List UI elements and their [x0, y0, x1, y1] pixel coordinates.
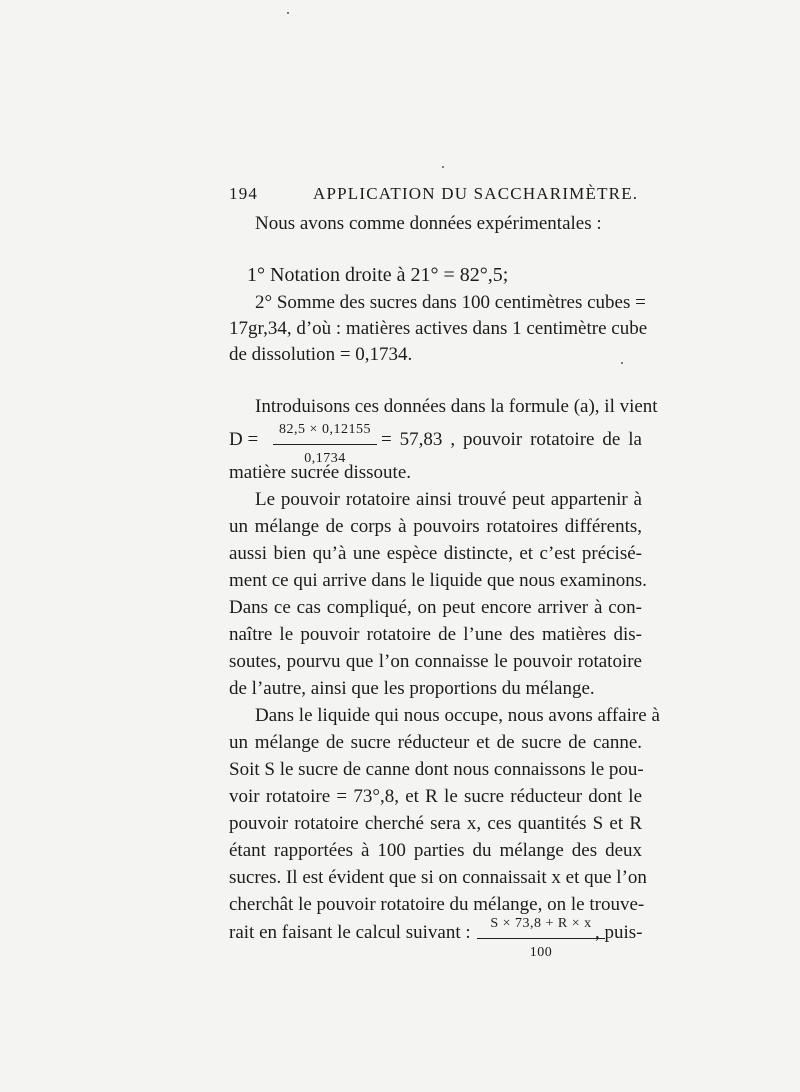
text-line: Dans ce cas compliqué, on peut encore arriver à con-: [229, 597, 642, 618]
text-line: Soit S le sucre de canne dont nous connaissons le pou-: [229, 759, 644, 780]
running-title: APPLICATION DU SACCHARIMÈTRE.: [313, 184, 639, 203]
page-number: 194: [229, 184, 259, 203]
text-line: de l’autre, ainsi que les proportions du mélange.: [229, 678, 595, 699]
text-line: ment ce qui arrive dans le liquide que nous examinons.: [229, 570, 647, 591]
text-line: de dissolution = 0,1734.: [229, 344, 413, 365]
text-line: cherchât le pouvoir rotatoire du mélange, on le trouve-: [229, 894, 645, 915]
text-line: voir rotatoire = 73°,8, et R le sucre réducteur dont le: [229, 786, 642, 807]
text-line: = 57,83 , pouvoir rotatoire de la: [381, 429, 642, 450]
fraction-numerator: 82,5 × 0,12155: [273, 417, 377, 445]
speck-mark: [621, 362, 623, 364]
text-line: Dans le liquide qui nous occupe, nous avons affaire à: [255, 705, 660, 726]
text-line: matière sucrée dissoute.: [229, 462, 412, 483]
text-line: un mélange de corps à pouvoirs rotatoires différents,: [229, 516, 642, 537]
fraction-numerator: S × 73,8 + R × x: [477, 911, 605, 939]
text-line: , puis-: [595, 922, 643, 943]
text-line: Le pouvoir rotatoire ainsi trouvé peut appartenir à: [255, 489, 642, 510]
text-line: soutes, pourvu que l’on connaisse le pouvoir rotatoire: [229, 651, 642, 672]
text-line: un mélange de sucre réducteur et de sucre de canne.: [229, 732, 642, 753]
text-line: rait en faisant le calcul suivant :: [229, 922, 471, 943]
text-line: aussi bien qu’à une espèce distincte, et c’est précisé-: [229, 543, 642, 564]
speck-mark: [287, 12, 289, 14]
text-line: pouvoir rotatoire cherché sera x, ces quantités S et R: [229, 813, 642, 834]
speck-mark: [442, 166, 444, 168]
formula-lhs: D =: [229, 429, 259, 450]
fraction-denominator: 0,1734: [304, 451, 346, 466]
text-line: sucres. Il est évident que si on connaissait x et que l’on: [229, 867, 647, 888]
text-line: naître le pouvoir rotatoire de l’une des matières dis-: [229, 624, 642, 645]
text-line: 2° Somme des sucres dans 100 centimètres cubes =: [255, 292, 646, 313]
running-header: [229, 184, 642, 208]
text-line: 17gr,34, d’où : matières actives dans 1 centimètre cube: [229, 318, 648, 339]
fraction-denominator: 100: [529, 945, 553, 960]
formula-fraction: [477, 911, 605, 966]
text-line: étant rapportées à 100 parties du mélange des deux: [229, 840, 642, 861]
text-line: Nous avons comme données expérimentales :: [255, 213, 602, 234]
text-line: Introduisons ces données dans la formule (a), il vient: [255, 396, 658, 417]
text-line: 1° Notation droite à 21° = 82°,5;: [247, 264, 509, 286]
